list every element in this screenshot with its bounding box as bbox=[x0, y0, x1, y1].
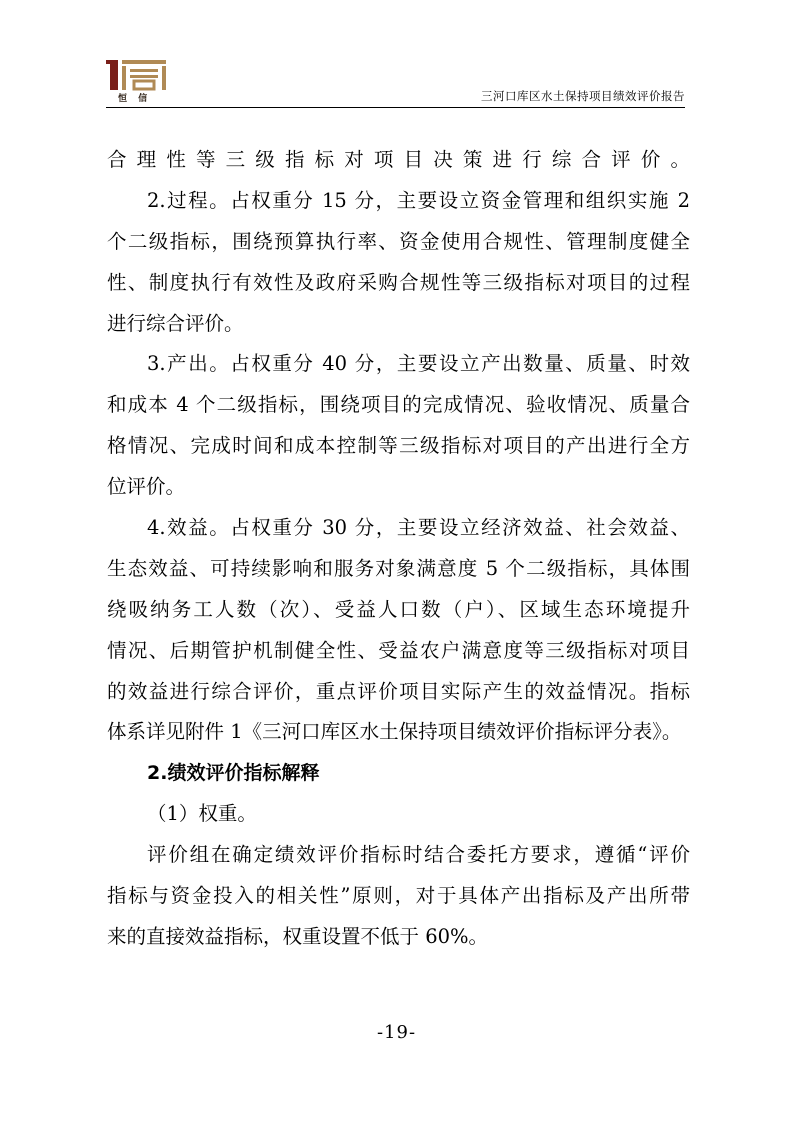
document-body bbox=[107, 140, 690, 958]
header-title: 三河口库区水土保持项目绩效评价报告 bbox=[481, 89, 685, 103]
paragraph-line: 体系详见附件 1《三河口库区水土保持项目绩效评价指标评分表》。 bbox=[107, 720, 682, 744]
paragraph-line: 生态效益、可持续影响和服务对象满意度 5 个二级指标，具体围 bbox=[107, 556, 690, 580]
paragraph-line: 个二级指标，围绕预算执行率、资金使用合规性、管理制度健全 bbox=[107, 229, 690, 253]
paragraph-line: 性、制度执行有效性及政府采购合规性等三级指标对项目的过程 bbox=[107, 270, 690, 294]
paragraph-line: 指标与资金投入的相关性”原则，对于具体产出指标及产出所带 bbox=[107, 884, 690, 908]
paragraph-line: 和成本 4 个二级指标，围绕项目的完成情况、验收情况、质量合 bbox=[107, 393, 690, 417]
paragraph-line: 3.产出。占权重分 40 分，主要设立产出数量、质量、时效 bbox=[147, 352, 690, 376]
paragraph-line: 合理性等三级指标对项目决策进行综合评价。 bbox=[107, 148, 690, 171]
paragraph-line: 绕吸纳务工人数（次）、受益人口数（户）、区域生态环境提升 bbox=[107, 597, 690, 621]
subsection-heading: （1）权重。 bbox=[147, 802, 257, 826]
paragraph-line: 进行综合评价。 bbox=[107, 311, 244, 335]
page-number: -19- bbox=[376, 1022, 417, 1043]
paragraph-line: 的效益进行综合评价，重点评价项目实际产生的效益情况。指标 bbox=[107, 679, 690, 703]
paragraph-line: 4.效益。占权重分 30 分，主要设立经济效益、社会效益、 bbox=[147, 516, 690, 540]
paragraph-line: 位评价。 bbox=[107, 475, 186, 499]
paragraph-line: 格情况、完成时间和成本控制等三级指标对项目的产出进行全方 bbox=[107, 434, 690, 458]
paragraph-line: 2.过程。占权重分 15 分，主要设立资金管理和组织实施 2 bbox=[147, 188, 690, 212]
header-divider bbox=[106, 107, 685, 108]
section-heading: 2.绩效评价指标解释 bbox=[147, 762, 320, 785]
paragraph-line: 评价组在确定绩效评价指标时结合委托方要求，遵循“评价 bbox=[147, 843, 690, 867]
paragraph-line: 来的直接效益指标，权重设置不低于 60%。 bbox=[107, 924, 489, 948]
logo-text: 恒 信 bbox=[118, 94, 152, 104]
paragraph-line: 情况、后期管护机制健全性、受益农户满意度等三级指标对项目 bbox=[107, 638, 690, 662]
